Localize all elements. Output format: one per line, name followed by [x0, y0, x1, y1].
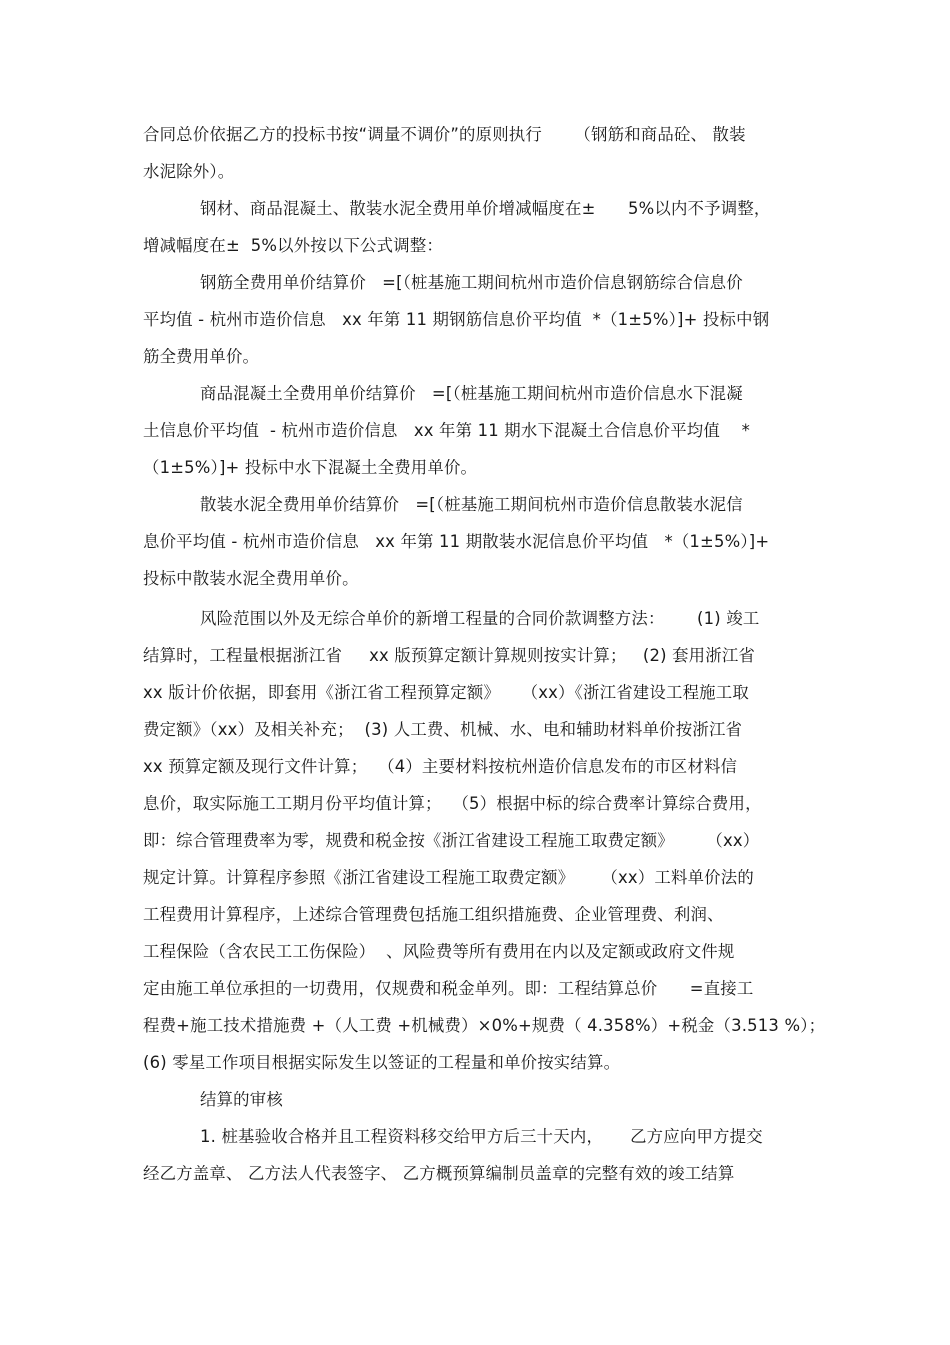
doc-line: 商品混凝土全费用单价结算价 =[（桩基施工期间杭州市造价信息水下混凝	[200, 384, 743, 403]
doc-line: 增减幅度在± 5%以外按以下公式调整：	[143, 236, 444, 255]
doc-line: 钢材、商品混凝土、散装水泥全费用单价增减幅度在± 5%以内不予调整，	[200, 199, 771, 218]
doc-line: 风险范围以外及无综合单价的新增工程量的合同价款调整方法： (1) 竣工	[200, 609, 760, 628]
doc-line: 投标中散装水泥全费用单价。	[143, 569, 359, 588]
doc-line: 息价，取实际施工工期月份平均值计算； （5）根据中标的综合费率计算综合费用，	[143, 794, 762, 813]
doc-line: 钢筋全费用单价结算价 =[（桩基施工期间杭州市造价信息钢筋综合信息价	[200, 273, 743, 292]
doc-line: xx 预算定额及现行文件计算； （4）主要材料按杭州造价信息发布的市区材料信	[143, 757, 738, 776]
doc-line: 结算时，工程量根据浙江省 xx 版预算定额计算规则按实计算； (2) 套用浙江省	[143, 646, 756, 665]
doc-line: 费定额》（xx）及相关补充； (3) 人工费、机械、水、电和辅助材料单价按浙江省	[143, 720, 743, 739]
doc-line: 工程保险（含农民工工伤保险） 、风险费等所有费用在内以及定额或政府文件规	[143, 942, 735, 961]
doc-line: 合同总价依据乙方的投标书按“调量不调价”的原则执行 （钢筋和商品砼、 散装	[143, 125, 746, 144]
section-heading: 结算的审核	[200, 1090, 283, 1109]
doc-line: 定由施工单位承担的一切费用，仅规费和税金单列。即：工程结算总价 =直接工	[143, 979, 754, 998]
doc-line: (6) 零星工作项目根据实际发生以签证的工程量和单价按实结算。	[143, 1053, 621, 1072]
doc-line: 息价平均值 - 杭州市造价信息 xx 年第 11 期散装水泥信息价平均值 *（1±5%）]+	[143, 532, 770, 551]
doc-line: 经乙方盖章、 乙方法人代表签字、 乙方概预算编制员盖章的完整有效的竣工结算	[143, 1164, 735, 1183]
doc-line: 工程费用计算程序，上述综合管理费包括施工组织措施费、企业管理费、利润、	[143, 905, 724, 924]
doc-line: 1. 桩基验收合格并且工程资料移交给甲方后三十天内， 乙方应向甲方提交	[200, 1127, 763, 1146]
doc-line: 土信息价平均值 - 杭州市造价信息 xx 年第 11 期水下混凝土合信息价平均值 *	[143, 421, 751, 440]
doc-line: 平均值 - 杭州市造价信息 xx 年第 11 期钢筋信息价平均值 *（1±5%）]+ 投标中钢	[143, 310, 770, 329]
doc-line: 程费+施工技术措施费 +（人工费 +机械费）×0%+规费（ 4.358%）+税金（3.513 %）；	[143, 1016, 826, 1035]
doc-line: （1±5%）]+ 投标中水下混凝土全费用单价。	[143, 458, 478, 477]
doc-line: xx 版计价依据，即套用《浙江省工程预算定额》 （xx）《浙江省建设工程施工取	[143, 683, 749, 702]
doc-line: 规定计算。计算程序参照《浙江省建设工程施工取费定额》 （xx）工料单价法的	[143, 868, 754, 887]
doc-line: 水泥除外）。	[143, 162, 235, 181]
doc-line: 筋全费用单价。	[143, 347, 260, 366]
doc-line: 散装水泥全费用单价结算价 =[（桩基施工期间杭州市造价信息散装水泥信	[200, 495, 743, 514]
doc-line: 即：综合管理费率为零，规费和税金按《浙江省建设工程施工取费定额》 （xx）	[143, 831, 760, 850]
